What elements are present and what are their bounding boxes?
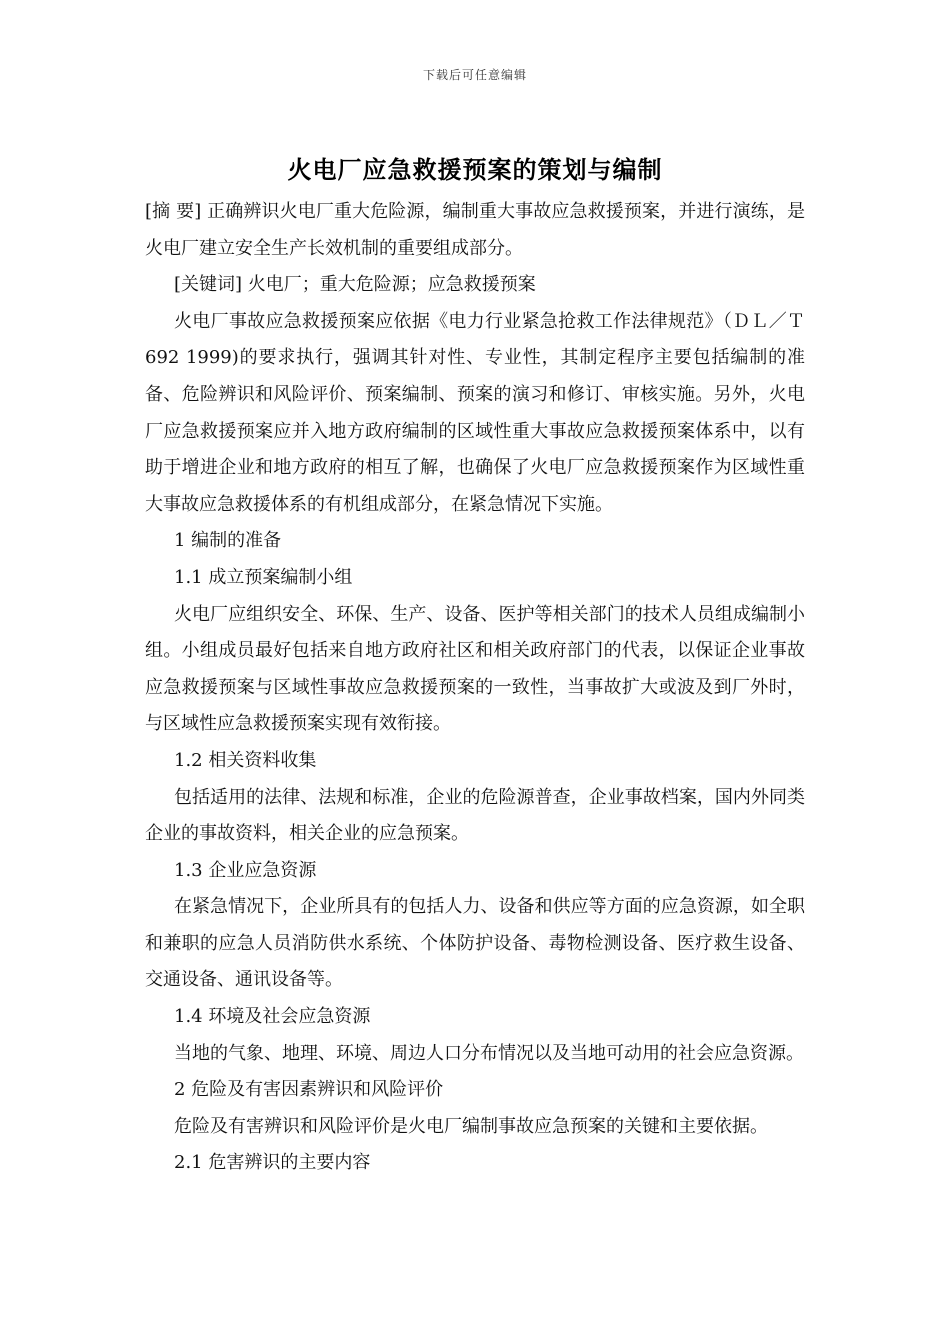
section-heading-2: 2 危险及有害因素辨识和风险评价 <box>174 1079 444 1101</box>
section-heading-1-4: 1.4 环境及社会应急资源 <box>174 1006 371 1028</box>
paragraph-1-1: 火电厂应组织安全、环保、生产、设备、医护等相关部门的技术人员组成编制小组。小组成员最好包括来自地方政府社区和相关政府部门的代表，以保证企业事故应急救援预案与区域性事故应急救援预案的一致性，当事故扩大或波及到厂外时，与区域性应急救援预案实现有效衔接。 <box>145 603 805 735</box>
paragraph-1-2: 包括适用的法律、法规和标准，企业的危险源普查，企业事故档案，国内外同类企业的事故资料，相关企业的应急预案。 <box>145 786 805 845</box>
document-title: 火电厂应急救援预案的策划与编制 <box>287 156 663 184</box>
section-heading-1: 1 编制的准备 <box>174 530 282 552</box>
paragraph-1-4: 当地的气象、地理、环境、周边人口分布情况以及当地可动用的社会应急资源。 <box>174 1042 804 1064</box>
section-heading-1-1: 1.1 成立预案编制小组 <box>174 566 353 588</box>
section-heading-1-3: 1.3 企业应急资源 <box>174 859 317 881</box>
keywords-paragraph: [关键词] 火电厂；重大危险源；应急救援预案 <box>174 274 536 296</box>
intro-paragraph: 火电厂事故应急救援预案应依据《电力行业紧急抢救工作法律规范》（ＤＬ／Ｔ 692 1999)的要求执行，强调其针对性、专业性，其制定程序主要包括编制的准备、危险辨识和风险评价、预案编制、预案的演习和修订、审核实施。另外，火电厂应急救援预案应并入地方政府编制的区域性重大事故应急救援预案体系中，以有助于增进企业和地方政府的相互了解，也确保了火电厂应急救援预案作为区域性重大事故应急救援体系的有机组成部分，在紧急情况下实施。 <box>145 310 805 515</box>
paragraph-2: 危险及有害辨识和风险评价是火电厂编制事故应急预案的关键和主要依据。 <box>174 1115 768 1137</box>
section-heading-1-2: 1.2 相关资料收集 <box>174 749 317 771</box>
abstract-paragraph: [摘 要] 正确辨识火电厂重大危险源，编制重大事故应急救援预案，并进行演练，是火电厂建立安全生产长效机制的重要组成部分。 <box>145 201 805 259</box>
section-heading-2-1: 2.1 危害辨识的主要内容 <box>174 1152 371 1174</box>
header-note: 下载后可任意编辑 <box>422 68 527 82</box>
document-body <box>145 194 805 1182</box>
paragraph-1-3: 在紧急情况下，企业所具有的包括人力、设备和供应等方面的应急资源，如全职和兼职的应急人员消防供水系统、个体防护设备、毒物检测设备、医疗救生设备、交通设备、通讯设备等。 <box>145 896 805 991</box>
